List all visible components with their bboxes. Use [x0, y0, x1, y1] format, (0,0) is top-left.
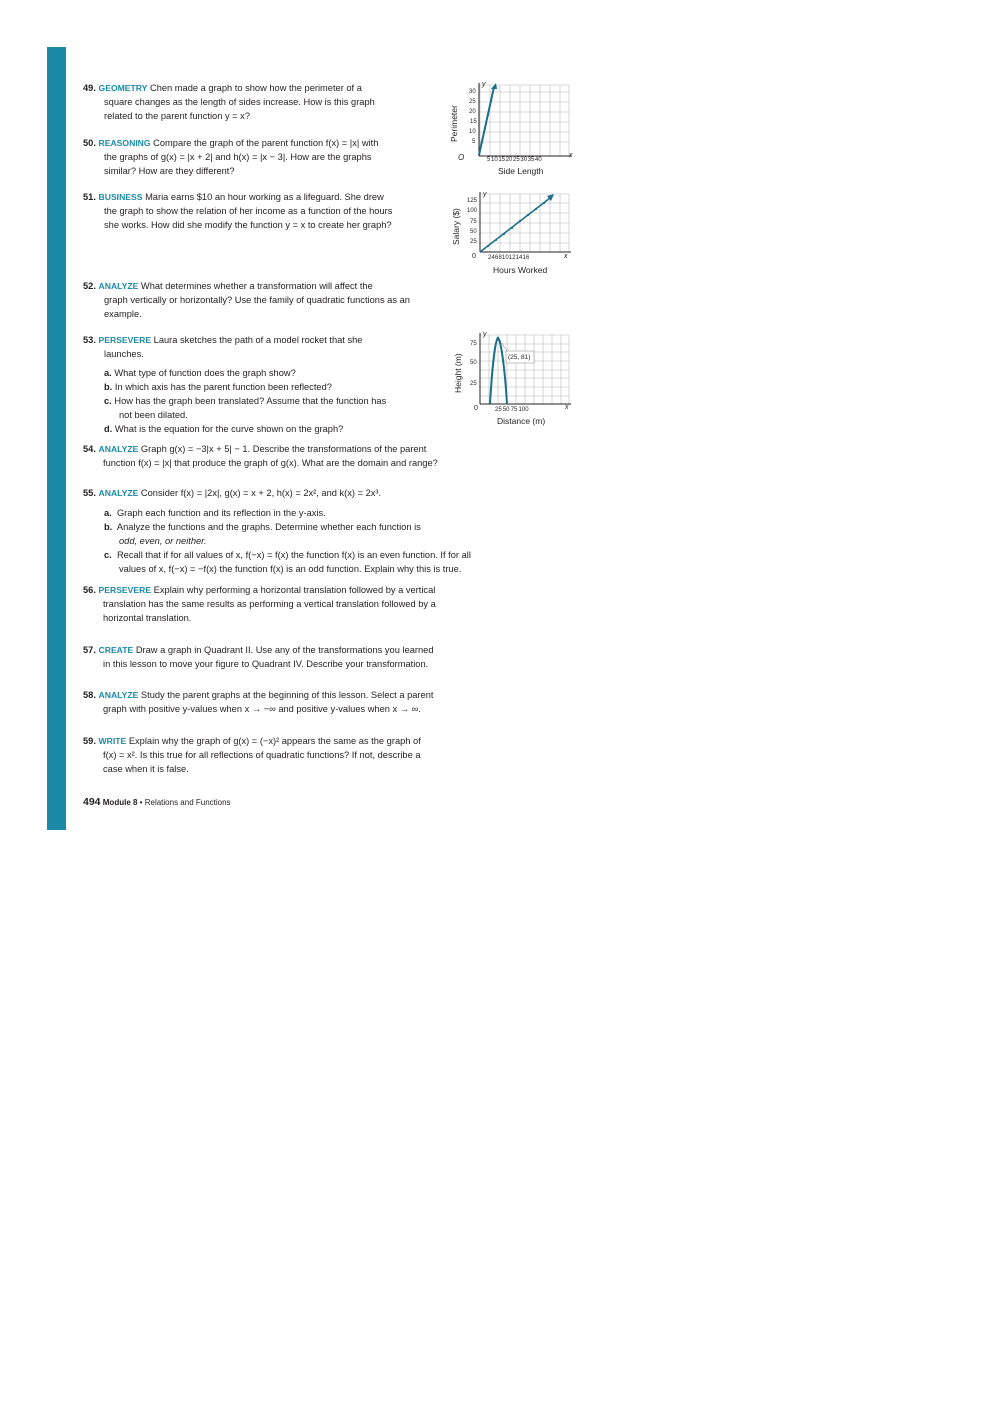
part-text: What is the equation for the curve shown on the graph? [114, 424, 344, 434]
exercise-keyword: ANALYZE [98, 488, 139, 498]
exercise-53 [83, 333, 386, 436]
exercise-text: Graph g(x) = −3|x + 5| − 1. Describe the transformations of the parent [140, 444, 427, 454]
exercise-text: case when it is false. [103, 764, 189, 774]
exercise-text: Compare the graph of the parent function f(x) = |x| with [153, 138, 379, 148]
exercise-56 [83, 583, 436, 625]
graph-perimeter [450, 80, 575, 180]
graph-height-y-tick: 75 [470, 341, 477, 347]
exercise-text: launches. [104, 349, 144, 359]
graph-height [450, 330, 575, 430]
graph-salary-y-tick: 100 [467, 208, 478, 214]
graph-perimeter-y-tick: 5 [472, 139, 476, 145]
graph-salary-y-tick: 50 [470, 229, 477, 235]
exercise-text: What determines whether a transformation will affect the [140, 281, 373, 291]
part-label: a. [104, 368, 112, 378]
graph-perimeter-y-tick: 10 [469, 129, 476, 135]
page-sidebar-bar [47, 47, 66, 830]
graph-salary-origin: 0 [472, 253, 476, 260]
exercise-text: graph vertically or horizontally? Use the family of quadratic functions as an [104, 295, 410, 305]
graph-height-y-title: Height (m) [453, 353, 463, 393]
graph-salary-x-ticks: 2 4 6 8 10 12 14 16 [488, 255, 530, 261]
exercise-text: Chen made a graph to show how the perimeter of a [150, 83, 362, 93]
part-text: Analyze the functions and the graphs. Determine whether each function is [116, 522, 421, 532]
exercise-text: translation has the same results as performing a vertical translation followed by a [103, 599, 436, 609]
graph-perimeter-x-axis-label: x [569, 152, 573, 159]
exercise-51 [83, 190, 392, 232]
exercise-text: Laura sketches the path of a model rocket that she [153, 335, 363, 345]
exercise-52 [83, 279, 410, 321]
graph-salary-y-tick: 75 [470, 219, 477, 225]
exercise-part [83, 506, 471, 520]
graph-salary-y-axis-label: y [483, 191, 487, 198]
exercise-keyword: PERSEVERE [98, 585, 152, 595]
part-text: In which axis has the parent function been reflected? [114, 382, 332, 392]
exercise-part [83, 548, 471, 562]
exercise-text: example. [104, 309, 142, 319]
exercise-keyword: GEOMETRY [98, 83, 148, 93]
exercise-text: graph with positive y-values when x → −∞ and positive y-values when x → ∞. [103, 704, 421, 714]
graph-salary-y-title: Salary ($) [451, 208, 461, 245]
part-text: Graph each function and its reflection in the y-axis. [116, 508, 326, 518]
part-text: What type of function does the graph show? [114, 368, 296, 378]
module-title: Relations and Functions [144, 798, 231, 807]
exercise-part [83, 380, 386, 394]
exercise-text: she works. How did she modify the function y = x to create her graph? [104, 220, 392, 230]
exercise-text: in this lesson to move your figure to Quadrant IV. Describe your transformation. [103, 659, 429, 669]
exercise-number: 59. [83, 736, 96, 746]
graph-height-origin: 0 [474, 405, 478, 412]
exercise-number: 54. [83, 444, 96, 454]
graph-height-curve [490, 338, 507, 404]
part-label: c. [104, 550, 112, 560]
exercise-text: Maria earns $10 an hour working as a lifeguard. She drew [145, 192, 384, 202]
graph-perimeter-y-tick: 25 [469, 99, 476, 105]
part-label: d. [104, 424, 113, 434]
exercise-number: 53. [83, 335, 96, 345]
exercise-text: horizontal translation. [103, 613, 192, 623]
graph-perimeter-y-title: Perimeter [449, 105, 459, 142]
part-text: odd, even, or neither. [119, 536, 207, 546]
graph-salary-line [480, 198, 550, 252]
exercise-number: 52. [83, 281, 96, 291]
graph-height-grid [450, 330, 575, 430]
graph-salary-y-tick: 125 [467, 198, 478, 204]
footer-separator: • [139, 798, 143, 807]
graph-height-y-tick: 25 [470, 381, 477, 387]
graph-salary-y-tick: 25 [470, 239, 477, 245]
exercise-keyword: ANALYZE [98, 444, 139, 454]
graph-perimeter-y-tick: 15 [470, 119, 477, 125]
part-text: not been dilated. [119, 410, 188, 420]
part-text: Recall that if for all values of x, f(−x) = f(x) the function f(x) is an even function. If for all [116, 550, 471, 560]
exercise-text: Explain why performing a horizontal translation followed by a vertical [153, 585, 436, 595]
exercise-text: the graph to show the relation of her income as a function of the hours [104, 206, 393, 216]
part-text: values of x, f(−x) = −f(x) the function f(x) is an odd function. Explain why this is true. [119, 564, 462, 574]
graph-height-y-axis-label: y [483, 331, 487, 338]
graph-perimeter-y-tick: 20 [469, 109, 476, 115]
exercise-keyword: BUSINESS [98, 192, 143, 202]
graph-height-y-tick: 50 [470, 360, 477, 366]
exercise-part [83, 394, 386, 408]
exercise-keyword: WRITE [98, 736, 127, 746]
exercise-keyword: REASONING [98, 138, 151, 148]
exercise-text: Explain why the graph of g(x) = (−x)² appears the same as the graph of [128, 736, 421, 746]
exercise-number: 56. [83, 585, 96, 595]
exercise-number: 49. [83, 83, 96, 93]
graph-height-point-label: (25, 81) [508, 354, 531, 361]
exercise-text: f(x) = x². Is this true for all reflections of quadratic functions? If not, describe a [103, 750, 421, 760]
graph-height-x-title: Distance (m) [497, 416, 546, 426]
exercise-59 [83, 734, 421, 776]
exercise-57 [83, 643, 434, 671]
exercise-text: Draw a graph in Quadrant II. Use any of the transformations you learned [135, 645, 434, 655]
exercise-part [83, 520, 471, 534]
part-label: c. [104, 396, 112, 406]
exercise-number: 50. [83, 138, 96, 148]
exercise-54 [83, 442, 438, 470]
exercise-58 [83, 688, 433, 716]
graph-salary-x-axis-label: x [564, 253, 568, 260]
graph-perimeter-x-title: Side Length [498, 166, 544, 176]
exercise-number: 58. [83, 690, 96, 700]
exercise-part [83, 366, 386, 380]
graph-salary-x-title: Hours Worked [493, 265, 548, 275]
part-label: b. [104, 522, 113, 532]
exercise-text: Study the parent graphs at the beginning of this lesson. Select a parent [140, 690, 434, 700]
exercise-55 [83, 486, 471, 576]
exercise-text: Consider f(x) = |2x|, g(x) = x + 2, h(x) = 2x², and k(x) = 2x³. [140, 488, 382, 498]
graph-perimeter-y-axis-label: y [482, 81, 486, 88]
exercise-50 [83, 136, 378, 178]
exercise-number: 57. [83, 645, 96, 655]
graph-perimeter-x-ticks: 5 10 15 20 25 30 35 40 [487, 157, 542, 163]
exercise-part [83, 422, 386, 436]
exercise-keyword: CREATE [98, 645, 134, 655]
page-footer [83, 796, 231, 808]
graph-perimeter-origin: O [458, 153, 465, 162]
exercise-text: related to the parent function y = x? [104, 111, 251, 121]
part-label: b. [104, 382, 113, 392]
exercise-49 [83, 81, 375, 123]
graph-perimeter-y-tick: 30 [469, 89, 476, 95]
graph-perimeter-line [479, 87, 494, 155]
graph-height-x-axis-label: x [565, 404, 569, 411]
exercise-text: the graphs of g(x) = |x + 2| and h(x) = |x − 3|. How are the graphs [104, 152, 372, 162]
exercise-number: 51. [83, 192, 96, 202]
module-label: Module 8 [102, 798, 138, 807]
exercise-number: 55. [83, 488, 96, 498]
part-label: a. [104, 508, 112, 518]
exercise-keyword: PERSEVERE [98, 335, 152, 345]
graph-salary [450, 190, 575, 280]
part-text: How has the graph been translated? Assume that the function has [114, 396, 387, 406]
exercise-text: function f(x) = |x| that produce the graph of g(x). What are the domain and range? [103, 458, 438, 468]
exercise-text: square changes as the length of sides increase. How is this graph [104, 97, 375, 107]
page-number: 494 [83, 796, 101, 808]
exercise-text: similar? How are they different? [104, 166, 235, 176]
exercise-keyword: ANALYZE [98, 690, 139, 700]
graph-height-x-ticks: 25 50 75 100 [495, 407, 529, 413]
exercise-keyword: ANALYZE [98, 281, 139, 291]
